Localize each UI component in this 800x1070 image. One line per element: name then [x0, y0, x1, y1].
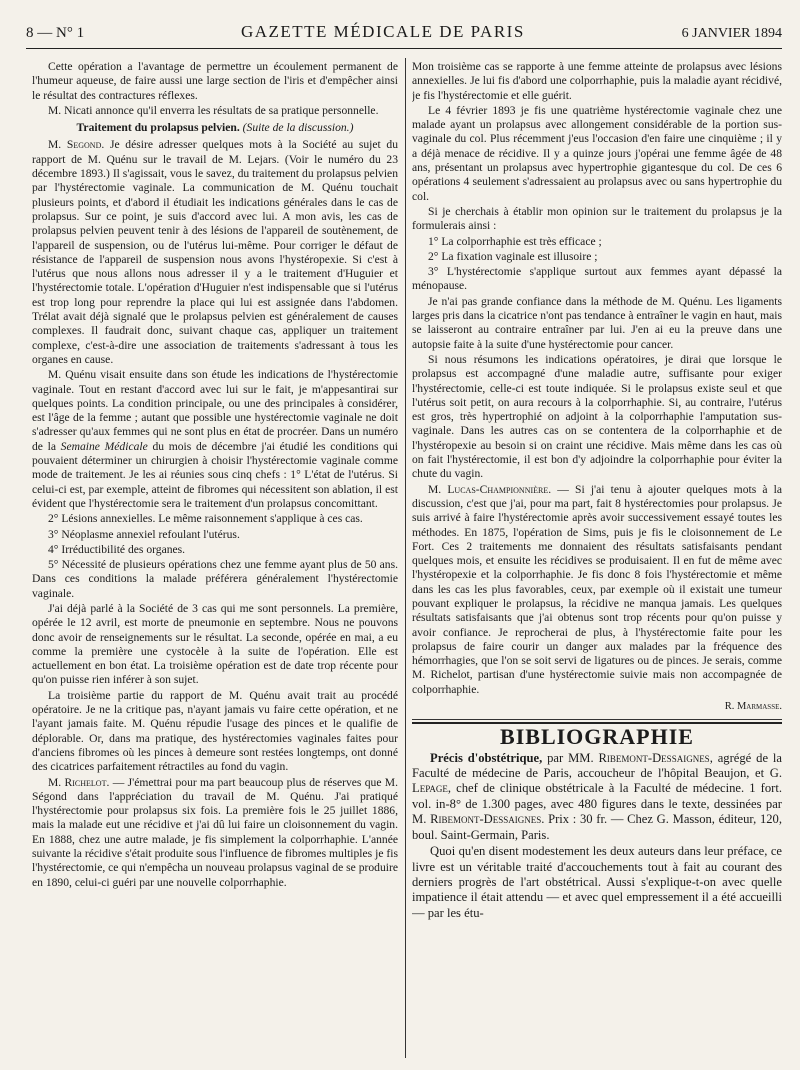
list-item: 3° Néoplasme annexiel refoulant l'utérus.	[48, 527, 240, 541]
bibliography-heading: BIBLIOGRAPHIE	[500, 724, 694, 750]
paragraph-text: — Si j'ai tenu à ajouter quelques mots à la discussion, c'est que j'ai, pour ma part, fait 8 hystérectomies pour prolapsus. Je suis arrivé à faire l'hystérectomie après avoir successivement essayé toutes les méthodes. En 1875, l'opération de Sims, puis je fis le cloisonnement de Le Fort. Ces 2 traitements me donnaient des résultats satisfaisants pendant quelques mois, et ensuite les récidives se produisaient. Il en fut de même avec l'hystéropexie et la colporrhaphie. Je fis donc 8 fois l'hystérectomie et même dans les cas les plus favorables, ceux, par exemple où il existait une tumeur pouvant expliquer le prolapsus, la récidive ne manqua jamais. Les quelques résultats satisfaisants que j'ai obtenus sont trop récents pour qu'on puisse y avoir confiance. Je reprocherai de plus, à l'hystérectomie faite pour les prolapsus de faire courir un danger aux malades par la fréquence des hémorrhagies, que l'on se soit servi de ligatures ou de pinces. Je serais, comme M. Richelot, partisan d'une hystérectomie suivie mais non accompagnée de colporrhaphie.	[412, 482, 782, 696]
author-name: Ribemont-Dessaignes,	[598, 750, 713, 765]
list-item: 2° Lésions annexielles. Le même raisonnement s'applique à ces cas.	[48, 512, 363, 526]
bibliography-section	[412, 751, 782, 921]
header-rule	[26, 48, 782, 49]
paragraph: Le 4 février 1893 je fis une quatrième hystérectomie vaginale chez une malade ayant un prolapsus avec allongement considérable de la portion sus-vaginale du col. Plus récemment j'eus l'occasion d'en faire une cinquième ; il y a déjà menace de récidive. Il y a quinze jours j'opérai une femme âgée de 48 ans, présentant un prolapsus avec hypertrophie gigantesque du col. De ces 6 opérations 4 seulement s'adressaient au prolapsus avec ou sans hypertrophie du col.	[412, 103, 782, 203]
paragraph: Si nous résumons les indications opératoires, je dirai que lorsque le prolapsus est accompagné d'une maladie autre, suffisante pour exiger l'hystérectomie, celle-ci est toute indiquée. Si le prolapsus existe seul et que l'utérus soit petit, on aura recours à la colporrhaphie. Si, au contraire, l'utérus est gros, très hypertrophié on adjoint à la colporrhaphie l'amputation sus-vaginale. Dans les autres cas on se contentera de la colporrhaphie et de l'hystéropexie au besoin si on craint une récidive. Mais même dans les cas où on fait l'hystérectomie, il est bon d'y adjoindre la colporrhaphie pour éviter la chute du vagin.	[412, 352, 782, 481]
paragraph	[412, 483, 782, 697]
author-name: G. Lepage,	[412, 766, 782, 796]
section-rule	[412, 719, 782, 720]
signature-text: R. Marmasse.	[724, 701, 782, 713]
list-item: 5° Nécessité de plusieurs opérations chez une femme ayant plus de 50 ans. Dans ces conditions la malade préférera généralement l'hystérectomie vaginale.	[32, 558, 398, 600]
paragraph	[32, 776, 398, 890]
left-column	[32, 60, 398, 1065]
review-paragraph: Quoi qu'en disent modestement les deux auteurs dans leur préface, ce livre est un véritable traité d'accouchements tout à fait au courant des derniers progrès de l'art obstétrical. Aussi s'explique-t-on avec quelle impatience il était attendu — et avec quel empressement il a été accueilli — par les étu-	[412, 844, 782, 920]
paragraph: M. Nicati annonce qu'il enverra les résultats de sa pratique personnelle.	[48, 103, 379, 117]
paragraph: Cette opération a l'avantage de permettre un écoulement permanent de l'humeur aqueuse, de faire aussi une large section de l'iris et d'empêcher ainsi le résultat des contractures réflexes.	[32, 60, 398, 102]
paragraph-text: M. Quénu visait ensuite dans son étude les indications de l'hystérectomie vaginale. Tout en restant d'accord avec lui sur le fait, je m'appesantirai sur quelques points. La condition principale, ou une des principales à considérer, est l'âge de la femme ; autant que possible une hystérectomie vaginale ne doit s'adresser qu'aux femmes qui ne sont plus en état de procréer. Dans un numéro de la	[32, 368, 398, 453]
entry-text: par MM.	[547, 750, 594, 765]
section-title	[32, 121, 398, 135]
paragraph: J'ai déjà parlé à la Société de 3 cas qui me sont personnels. La première, opérée le 12 avril, est morte de pneumonie en septembre. Nous ne pouvons donc avoir de renseignements sur le résultat. La seconde, opérée en mai, a eu comme la première une cystocèle à la suite de l'opération. Elle est actuellement en bon état. La troisième opération est de date trop récente pour qu'on puisse rien inférer à son sujet.	[32, 601, 398, 687]
list-item: 1° La colporrhaphie est très efficace ;	[428, 234, 602, 248]
speaker-name: M. Richelot.	[48, 775, 110, 789]
book-title: Précis d'obstétrique,	[430, 750, 543, 765]
paragraph-text: Je désire adresser quelques mots à la Société au sujet du rapport de M. Quénu sur le travail de M. Lejars. (Voir le numéro du 23 décembre 1893.) Il s'agissait, vous le savez, du traitement du prolapsus pelvien par l'hystérectomie vaginale. La communication de M. Quénu touchait plusieurs points, et d'abord il étudiait les indications générales dans le cas de prolapsus. Sur ce point, je suis d'accord avec lui. A mon avis, les cas de prolapsus pelvien peuvent tenir à des lésions de l'appareil de soutènement, de l'appareil de suspension, ou de l'utérus lui-même. Pour corriger le défaut de résistance de l'appareil de suspension nous avons l'hystéropexie. Si c'est à l'utérus que nous allons nous adresser il y a le traitement d'Huguier et l'hystérectomie totale. L'opération d'Huguier n'est indispensable que si l'utérus est trop long pour reprendre la place qui lui est assignée dans l'abdomen. Trélat avait déjà signalé que le prolapsus pelvien est généralement de causes complexes. Il faudrait donc, suivant chaque cas, appliquer un traitement complexe, c'est-à-dire une association de traitements s'adressant à tous les organes en cause.	[32, 138, 398, 366]
speaker-name: M. Segond.	[48, 138, 105, 152]
paragraph-text: du mois de décembre j'ai étudié les conditions qui pouvaient déterminer un chirurgien à choisir l'hystérectomie vaginale comme mode de traitement. Je les ai réunies sous cinq chefs : 1° L'état de l'utérus. Si celui-ci est, par exemple, atteint de fibromes qui nécessitent son ablation, il est évident que l'hystérectomie sera le traitement d'un prolapsus concomittant.	[32, 439, 398, 510]
section-title-text: Traitement du prolapsus pelvien.	[76, 121, 240, 135]
paragraph: Si je cherchais à établir mon opinion sur le traitement du prolapsus je la formulerais ainsi :	[412, 204, 782, 233]
list-item: 3° L'hystérectomie s'applique surtout aux femmes ayant dépassé la ménopause.	[412, 265, 782, 293]
book-review-entry	[412, 751, 782, 843]
page-header	[26, 22, 782, 46]
entry-text: chef de clinique obstétricale à la Faculté de médecine. 1 fort. vol. in-8° de 1.300 pages, avec 480 figures dans le texte, dessinées par M.	[412, 781, 782, 827]
page-number: 8 — N° 1	[26, 25, 85, 41]
list-item: 4° Irréductibilité des organes.	[48, 542, 186, 556]
paragraph	[32, 368, 398, 511]
list-item: 2° La fixation vaginale est illusoire ;	[428, 249, 598, 263]
author-name: Ribemont-Dessaignes.	[430, 812, 545, 827]
right-column	[412, 60, 782, 1065]
paragraph: La troisième partie du rapport de M. Quénu avait trait au procédé opératoire. Je ne la critique pas, n'ayant jamais vu faire cette opération, et ne l'ayant jamais faite. M. Quénu répudie l'usage des pinces et le qualifie de déplorable. Or, dans ma pratique, des hystérectomies vaginales faites pour d'anciens fibromes où les pinces à demeure sont restées longtemps, ont donné des cicatrices parfaitement rétractiles au fond du vagin.	[32, 688, 398, 774]
paragraph	[32, 138, 398, 367]
issue-date: 6 JANVIER 1894	[681, 26, 782, 41]
entry-text: Prix : 30 fr. — Chez G. Masson, éditeur, 120, boul. Saint-Germain, Paris.	[412, 812, 782, 842]
entry-text: agrégé de la Faculté de médecine de Paris, accoucheur de l'hôpital Beaujon, et	[412, 750, 782, 781]
masthead-title: GAZETTE MÉDICALE DE PARIS	[240, 22, 525, 41]
paragraph: Je n'ai pas grande confiance dans la méthode de M. Quénu. Les ligaments larges pris dans la cicatrice n'ont pas tendance à entraîner le vagin en haut, mais se laisseront au contraire entraîner par lui. J'en ai eu la preuve dans une autopsie faite à la suite d'une hystérectomie pour cancer.	[412, 294, 782, 351]
journal-title: Semaine Médicale	[60, 439, 148, 453]
paragraph-text: — J'émettrai pour ma part beaucoup plus de réserves que M. Ségond dans l'appréciation du travail de M. Quénu. J'ai pratiqué l'hystérectomie pour prolapsus six fois. La première fois le 25 juillet 1886, mais la malade eut une récidive et j'ai dû lui faire un cloisonnement du vagin. En 1888, chez une autre malade, je fis simplement la colporrhaphie. L'année suivante la récidive s'était produite sous l'influence de fibromes multiples je fis l'hystérectomie, ce qui n'empêcha un nouveau prolapsus vaginal de se produire en 1890, celui-ci guéri par une nouvelle colporrhaphie.	[32, 775, 398, 889]
section-subtitle: (Suite de la discussion.)	[242, 121, 354, 135]
paragraph: Mon troisième cas se rapporte à une femme atteinte de prolapsus avec lésions annexielles. Je lui fis d'abord une colporrhaphie, puis la maladie ayant récidivé, je fis l'hystérectomie et elle guérit.	[412, 60, 782, 102]
author-signature	[412, 700, 782, 714]
speaker-name: M. Lucas-Championnière.	[428, 482, 552, 496]
column-divider	[405, 58, 406, 1058]
